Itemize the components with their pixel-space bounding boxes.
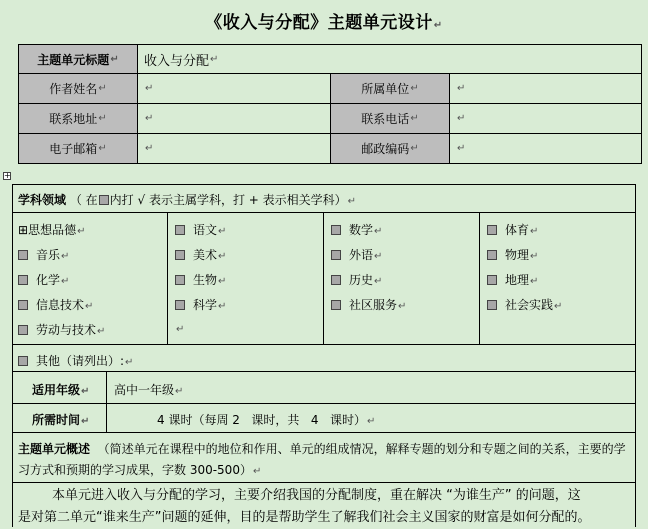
cell-end-mark: ↵ [145, 113, 154, 124]
subject-label: 地理 [505, 273, 530, 287]
checkbox-icon [18, 275, 28, 285]
cell-end-mark: ↵ [110, 53, 119, 65]
grade-value: 高中一年级 [114, 383, 175, 397]
paragraph-mark: ↵ [252, 466, 262, 477]
cell-end-mark: ↵ [530, 251, 539, 262]
checkbox-plus-icon: ⊞ [18, 223, 29, 237]
subject-label: 语文 [193, 223, 218, 237]
cell-end-mark: ↵ [61, 276, 70, 287]
subject-label: 数学 [349, 223, 374, 237]
checkbox-icon [331, 250, 341, 260]
subject-checkbox[interactable] [175, 246, 226, 263]
cell-end-mark: ↵ [218, 251, 227, 262]
table-border [12, 184, 13, 527]
author-label-text: 作者姓名 [49, 82, 98, 96]
time-weekly-count: 2 [232, 413, 240, 427]
cell-end-mark: ↵ [61, 251, 70, 262]
cell-end-mark: ↵ [81, 386, 90, 397]
cell-end-mark: ↵ [85, 301, 94, 312]
postcode-label-text: 邮政编码 [361, 142, 410, 156]
table-border [12, 344, 635, 345]
subject-checkbox[interactable] [18, 271, 69, 288]
checkbox-icon [331, 225, 341, 235]
cell-end-mark: ↵ [398, 301, 407, 312]
subject-label: 思想品德 [28, 223, 77, 237]
author-label [18, 73, 138, 104]
overview-body-line: 本单元进入收入与分配的学习，主要介绍我国的分配制度，重在解决 “为谁生产” 的问题，这 [52, 488, 581, 503]
phone-label-text: 联系电话 [361, 112, 410, 126]
subject-checkbox[interactable] [18, 321, 105, 338]
cell-end-mark: ↵ [554, 301, 563, 312]
grade-field[interactable] [114, 381, 183, 398]
subject-checkbox[interactable] [331, 221, 382, 238]
overview-instruction-text: （简述单元在课程中的地位和作用、单元的组成情况，解释专题的划分和专题之间的关系，主要的学 [97, 442, 626, 456]
email-field[interactable] [137, 133, 331, 164]
unit-title-label [18, 44, 138, 74]
subjects-heading [18, 191, 356, 208]
checkbox-icon [487, 300, 497, 310]
subjects-heading-label: 学科领域 [18, 193, 67, 207]
postcode-field[interactable] [449, 133, 642, 164]
checkbox-icon [331, 275, 341, 285]
time-text: 课时） [329, 413, 366, 427]
subject-checkbox[interactable] [487, 221, 538, 238]
cell-end-mark: ↵ [97, 326, 106, 337]
checkbox-icon [487, 275, 497, 285]
overview-label: 主题单元概述 [18, 442, 91, 456]
table-border [167, 212, 168, 344]
subject-label: 外语 [349, 248, 374, 262]
paragraph-mark: ↵ [433, 20, 443, 31]
org-label [330, 73, 450, 104]
cell-end-mark: ↵ [176, 324, 185, 335]
time-label [32, 411, 89, 428]
author-field[interactable] [137, 73, 331, 104]
cell-end-mark: ↵ [98, 83, 107, 94]
cell-end-mark: ↵ [366, 416, 376, 427]
subject-label: 社会实践 [505, 298, 554, 312]
checkbox-icon [175, 300, 185, 310]
cell-end-mark: ↵ [218, 276, 227, 287]
checkbox-icon [18, 300, 28, 310]
subject-checkbox[interactable] [175, 296, 226, 313]
checkbox-icon [18, 250, 28, 260]
cell-end-mark: ↵ [98, 143, 107, 154]
subjects-heading-note: 内打 √ 表示主属学科，打 + 表示相关学科） [109, 193, 347, 207]
checkbox-icon [99, 195, 109, 205]
cell-end-mark: ↵ [410, 113, 419, 124]
subject-checkbox[interactable] [18, 246, 69, 263]
paragraph-mark: ↵ [347, 196, 357, 207]
table-border [323, 212, 324, 344]
cell-end-mark: ↵ [77, 226, 86, 237]
cell-end-mark: ↵ [145, 83, 154, 94]
org-field[interactable] [449, 73, 642, 104]
cell-end-mark: ↵ [218, 226, 227, 237]
time-text: 课时，共 [251, 413, 300, 427]
subject-label: 物理 [505, 248, 530, 262]
cell-end-mark: ↵ [457, 143, 466, 154]
time-field[interactable] [157, 411, 375, 428]
subject-checkbox[interactable] [487, 246, 538, 263]
subject-checkbox[interactable] [175, 271, 226, 288]
subject-label: 社区服务 [349, 298, 398, 312]
checkbox-icon [175, 250, 185, 260]
table-border [12, 432, 635, 433]
subject-label: 体育 [505, 223, 530, 237]
overview-instruction-text: 习方式和预期的学习成果，字数 300-500） [18, 463, 252, 477]
document-title [0, 8, 648, 33]
cell-end-mark: ↵ [457, 83, 466, 94]
grade-label-text: 适用年级 [32, 383, 81, 397]
subject-checkbox[interactable] [331, 246, 382, 263]
cell-end-mark: ↵ [81, 416, 90, 427]
cell-end-mark: ↵ [218, 301, 227, 312]
checkbox-icon [18, 325, 28, 335]
subject-label: 化学 [36, 273, 61, 287]
subject-label: 生物 [193, 273, 218, 287]
overview-body[interactable] [18, 485, 632, 529]
subject-label: 科学 [193, 298, 218, 312]
email-label-text: 电子邮箱 [49, 142, 98, 156]
checkbox-icon [331, 300, 341, 310]
cell-end-mark: ↵ [210, 53, 219, 65]
cell-end-mark: ↵ [530, 276, 539, 287]
email-label [18, 133, 138, 164]
subject-checkbox[interactable] [487, 271, 538, 288]
time-total-count: 4 [310, 413, 319, 427]
document-title-text: 《收入与分配》主题单元设计 [205, 13, 433, 33]
subject-checkbox[interactable] [175, 221, 226, 238]
cell-end-mark: ↵ [125, 357, 134, 368]
time-text: 4 课时（每周 [157, 413, 229, 427]
subjects-heading-note: （ 在 [69, 193, 98, 207]
address-label-text: 联系地址 [49, 112, 98, 126]
subject-label: 历史 [349, 273, 374, 287]
overview-instructions [18, 439, 630, 482]
cell-end-mark: ↵ [175, 386, 184, 397]
checkbox-icon [487, 225, 497, 235]
subject-label: 美术 [193, 248, 218, 262]
cell-end-mark: ↵ [374, 251, 383, 262]
overview-body-line: 是对第二单元“谁来生产”问题的延伸，目的是帮助学生了解我们社会主义国家的财富是如何分配的。 [18, 510, 591, 525]
phone-field[interactable] [449, 103, 642, 134]
unit-title-label-text: 主题单元标题 [37, 52, 110, 67]
subject-label: 劳动与技术 [36, 323, 97, 337]
postcode-label [330, 133, 450, 164]
subject-checkbox[interactable] [18, 296, 93, 313]
grade-label [32, 381, 89, 398]
subject-checkbox[interactable] [487, 296, 562, 313]
cell-end-mark: ↵ [145, 143, 154, 154]
phone-label [330, 103, 450, 134]
checkbox-icon [175, 275, 185, 285]
table-border [12, 482, 635, 483]
table-border [12, 184, 635, 185]
cell-end-mark: ↵ [98, 113, 107, 124]
checkbox-icon [175, 225, 185, 235]
checkbox-icon [487, 250, 497, 260]
cell-end-mark: ↵ [410, 83, 419, 94]
cell-end-mark: ↵ [410, 143, 419, 154]
unit-title-value-field[interactable] [137, 44, 642, 74]
address-label [18, 103, 138, 134]
subject-label: 信息技术 [36, 298, 85, 312]
table-move-handle-icon[interactable]: + [4, 171, 11, 180]
subject-label: 音乐 [36, 248, 61, 262]
org-label-text: 所属单位 [361, 82, 410, 96]
subject-checkbox[interactable] [331, 271, 382, 288]
other-subject-label: 其他（请列出）: [36, 354, 125, 368]
cell-end-mark: ↵ [530, 226, 539, 237]
subject-checkbox[interactable] [18, 221, 85, 238]
cell-end-mark: ↵ [374, 276, 383, 287]
cell-end-mark: ↵ [457, 113, 466, 124]
checkbox-icon [18, 356, 28, 366]
cell-end-mark: ↵ [374, 226, 383, 237]
time-label-text: 所需时间 [32, 413, 81, 427]
table-border [635, 184, 636, 527]
table-border [106, 371, 107, 432]
cell-end [175, 321, 184, 335]
subject-checkbox[interactable] [331, 296, 406, 313]
other-subject-checkbox[interactable] [18, 352, 133, 369]
table-border [479, 212, 480, 344]
unit-title-value: 收入与分配 [144, 53, 210, 69]
address-field[interactable] [137, 103, 331, 134]
